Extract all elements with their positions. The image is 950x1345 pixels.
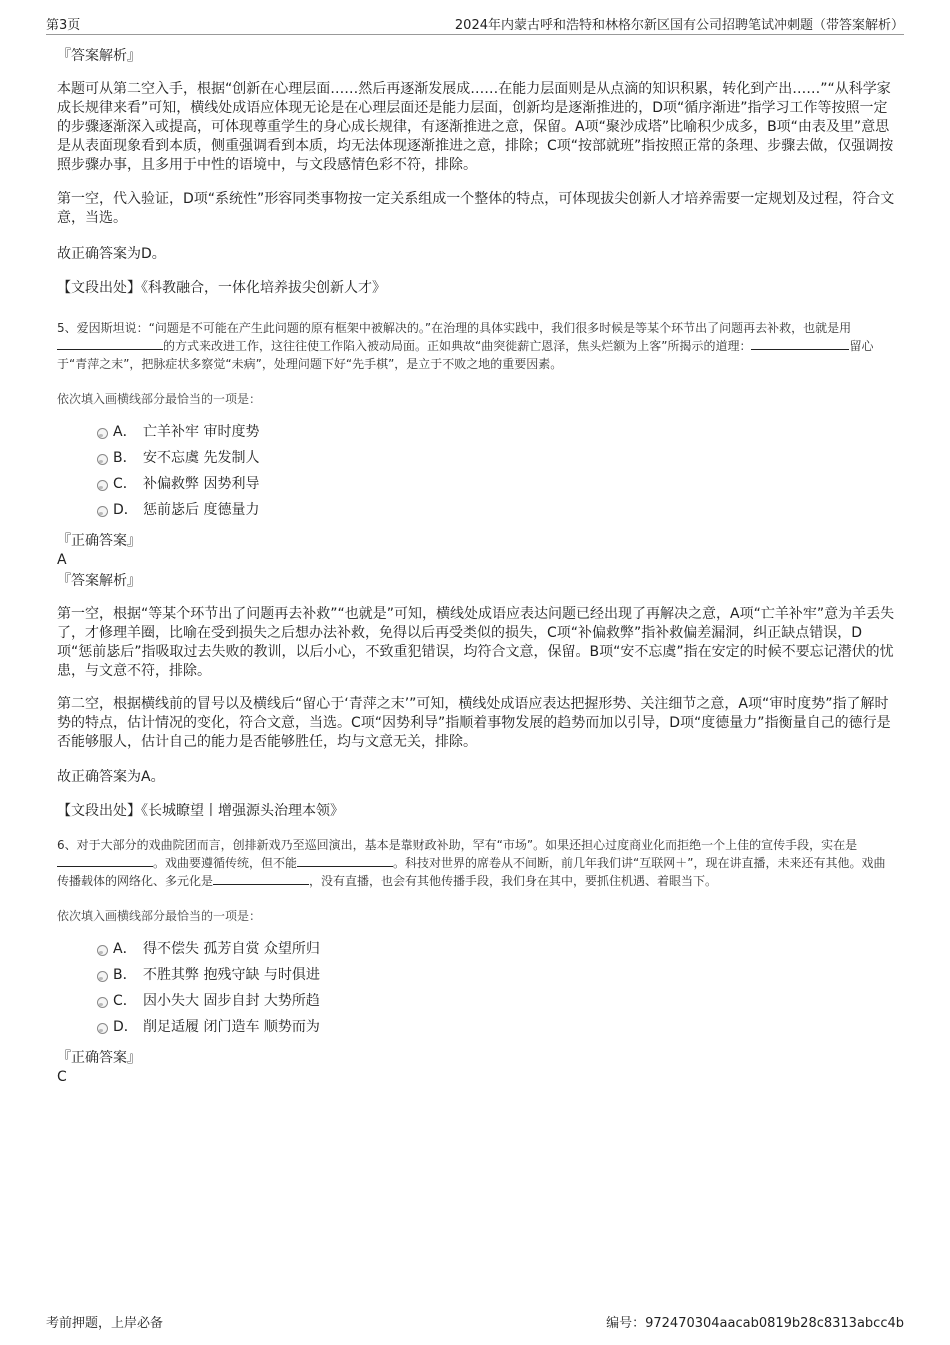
q5-conclusion: 故正确答案为A。 — [57, 769, 165, 785]
radio-icon[interactable] — [97, 971, 108, 982]
document-title: 2024年内蒙古呼和浩特和林格尔新区国有公司招聘笔试冲刺题（带答案解析） — [454, 18, 904, 33]
q5-option-b[interactable]: B． 安不忘虞 先发制人 — [57, 445, 897, 471]
q6-text-part-a: 6、对于大部分的戏曲院团而言，创排新戏乃至巡回演出，基本是靠财政补助，罕有“市场”。如果还担心过度商业化而拒绝一个上佳的宣传手段，实在是 — [57, 838, 858, 852]
q5-blank-2 — [751, 337, 849, 350]
radio-icon[interactable] — [97, 480, 108, 491]
q6-options — [57, 936, 897, 1040]
q6-prompt: 依次填入画横线部分最恰当的一项是： — [57, 909, 262, 923]
document-id: 编号：972470304aacab0819b28c8313abcc4b — [606, 1316, 904, 1331]
radio-icon[interactable] — [97, 1023, 108, 1034]
q6-blank-1 — [57, 854, 153, 867]
q5-option-a[interactable]: A． 亡羊补牢 审时度势 — [57, 419, 897, 445]
q5-option-d[interactable]: D． 惩前毖后 度德量力 — [57, 497, 897, 523]
q5-blank-1 — [57, 337, 163, 350]
q5-source: 【文段出处】《长城瞭望丨增强源头治理本领》 — [57, 803, 344, 819]
radio-icon[interactable] — [97, 945, 108, 956]
radio-icon[interactable] — [97, 454, 108, 465]
q4-analysis-paragraph-2: 第一空，代入验证，D项“系统性”形容同类事物按一定关系组成一个整体的特点，可体现拔尖创新人才培养需要一定规划及过程，符合文意，当选。 — [57, 191, 895, 226]
q5-correct-answer: A — [57, 552, 67, 568]
q5-text-part-b: 的方式来改进工作，这往往使工作陷入被动局面。正如典故“曲突徙薪亡恩泽，焦头烂额为上客”所揭示的道理： — [163, 339, 752, 353]
q5-question-text — [57, 319, 897, 373]
q6-text-part-d: ，没有直播，也会有其他传播手段，我们身在其中，要抓住机遇、着眼当下。 — [309, 874, 718, 888]
q5-option-c[interactable]: C． 补偏救弊 因势利导 — [57, 471, 897, 497]
page-footer — [46, 1312, 904, 1332]
q6-correct-answer: C — [57, 1069, 67, 1085]
q6-text-part-c: 。科技对世界的席卷从不间断，前几年我们讲“互联网＋”，现在讲直播，未来还有其他。戏曲传播载体的网络化、多元化是 — [57, 856, 886, 888]
q5-prompt: 依次填入画横线部分最恰当的一项是： — [57, 392, 262, 406]
q6-question-text — [57, 836, 897, 890]
page-number: 第3页 — [46, 18, 81, 33]
radio-icon[interactable] — [97, 428, 108, 439]
q6-blank-3 — [213, 872, 309, 885]
q6-option-c[interactable]: C． 因小失大 固步自封 大势所趋 — [57, 988, 897, 1014]
q5-analysis-paragraph-2: 第二空，根据横线前的冒号以及横线后“留心于‘青萍之末’”可知，横线处成语应表达把握形势、关注细节之意，A项“审时度势”指了解时势的特点，估计情况的变化，符合文意，当选。C项“因势利导”指顺着事物发展的趋势而加以引导，D项“度德量力”指衡量自己的德行是否能够服人，估计自己的能力是否能够胜任，均与文意无关，排除。 — [57, 696, 891, 750]
q5-text-part-c: 留心于“青萍之末”，把脉症状多察觉“未病”，处理问题下好“先手棋”，是立于不败之地的重要因素。 — [57, 339, 874, 371]
q6-option-d[interactable]: D． 削足适履 闭门造车 顺势而为 — [57, 1014, 897, 1040]
q5-options — [57, 419, 897, 523]
q5-analysis-paragraph-1: 第一空，根据“等某个环节出了问题再去补救”“也就是”可知，横线处成语应表达问题已经出现了再解决之意，A项“亡羊补牢”意为羊丢失了，才修理羊圈，比喻在受到损失之后想办法补救，免得以后再受类似的损失，C项“补偏救弊”指补救偏差漏洞，纠正缺点错误，D项“惩前毖后”指吸取过去失败的教训，以后小心，不致重犯错误，均符合文意，保留。B项“安不忘虞”指在安定的时候不要忘记潜伏的忧患，与文意不符，排除。 — [57, 606, 895, 679]
q4-conclusion: 故正确答案为D。 — [57, 246, 166, 262]
q6-option-a[interactable]: A． 得不偿失 孤芳自赏 众望所归 — [57, 936, 897, 962]
q6-blank-2 — [297, 854, 393, 867]
page-content — [57, 46, 897, 1086]
q4-analysis-paragraph-1: 本题可从第二空入手，根据“创新在心理层面……然后再逐渐发展成……在能力层面则是从点滴的知识积累，转化到产出……”“从科学家成长规律来看”可知，横线处成语应体现无论是在心理层面还是能力层面，创新均是逐渐推进的，D项“循序渐进”指学习工作等按照一定的步骤逐渐深入或提高，可体现尊重学生的身心成长规律，有逐渐推进之意，保留。A项“聚沙成塔”比喻积少成多，B项“由表及里”意思是从表面现象看到本质，侧重强调看到本质，均无法体现逐渐推进之意，排除；C项“按部就班”指按照正常的条理、步骤去做，仅强调按照步骤办事，且多用于中性的语境中，与文段感情色彩不符，排除。 — [57, 81, 894, 173]
q4-source: 【文段出处】《科教融合，一体化培养拔尖创新人才》 — [57, 280, 386, 296]
radio-icon[interactable] — [97, 997, 108, 1008]
q5-analysis-label: 『答案解析』 — [57, 573, 141, 589]
footer-slogan: 考前押题，上岸必备 — [46, 1316, 164, 1331]
radio-icon[interactable] — [97, 506, 108, 517]
q5-correct-label: 『正确答案』 — [57, 533, 141, 549]
q6-correct-label: 『正确答案』 — [57, 1050, 141, 1066]
q4-analysis-label: 『答案解析』 — [57, 48, 141, 64]
q6-text-part-b: 。戏曲要遵循传统，但不能 — [153, 856, 298, 870]
q5-text-part-a: 5、爱因斯坦说：“问题是不可能在产生此问题的原有框架中被解决的。”在治理的具体实践中，我们很多时候是等某个环节出了问题再去补救，也就是用 — [57, 321, 852, 335]
q6-option-b[interactable]: B． 不胜其弊 抱残守缺 与时俱进 — [57, 962, 897, 988]
page-header — [46, 14, 904, 35]
